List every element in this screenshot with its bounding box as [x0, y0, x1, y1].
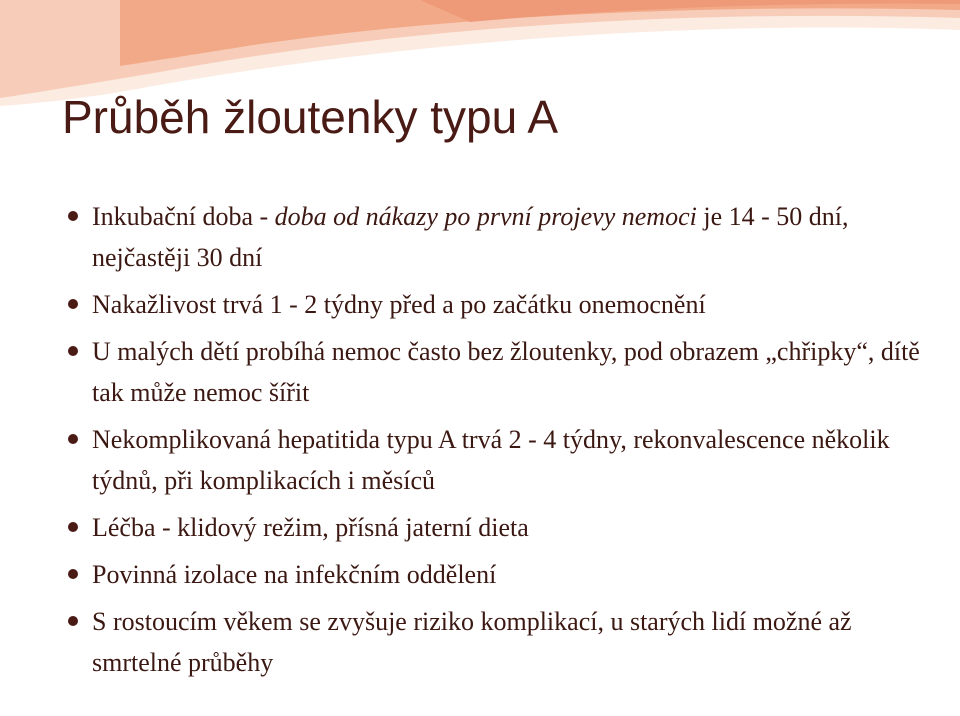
bullet-dot-icon [68, 522, 78, 532]
bullet-text: S rostoucím věkem se zvyšuje riziko komplikací, u starých lidí možné až smrtelné průběhy [92, 607, 852, 677]
bullet-dot-icon [68, 569, 78, 579]
bullet-text: Povinná izolace na infekčním oddělení [92, 560, 497, 589]
bullet-list [68, 196, 928, 689]
bullet-dot-icon [68, 211, 78, 221]
bullet-dot-icon [68, 299, 78, 309]
slide-title: Průběh žloutenky typu A [62, 91, 559, 143]
bullet-text-suffix: je 14 - 50 dní, nejčastěji 30 dní [92, 202, 849, 272]
bullet-item [68, 507, 928, 548]
bullet-text: U malých dětí probíhá nemoc často bez žloutenky, pod obrazem „chřipky“, dítě tak může nemoc šířit [92, 337, 920, 407]
bullet-dot-icon [68, 346, 78, 356]
bullet-item [68, 196, 928, 278]
bullet-dot-icon [68, 616, 78, 626]
bullet-dot-icon [68, 434, 78, 444]
bullet-item [68, 419, 928, 501]
bullet-text: Léčba - klidový režim, přísná jaterní dieta [92, 513, 529, 542]
bullet-text: Nekomplikovaná hepatitida typu A trvá 2 - 4 týdny, rekonvalescence několik týdnů, při komplikacích i měsíců [92, 425, 890, 495]
bullet-text-emphasis: doba od nákazy po první projevy nemoci [274, 202, 697, 231]
bullet-item [68, 331, 928, 413]
bullet-item [68, 601, 928, 683]
bullet-item [68, 284, 928, 325]
bullet-text-prefix: Inkubační doba - [92, 202, 275, 231]
bullet-item [68, 554, 928, 595]
bullet-text: Nakažlivost trvá 1 - 2 týdny před a po začátku onemocnění [92, 290, 706, 319]
